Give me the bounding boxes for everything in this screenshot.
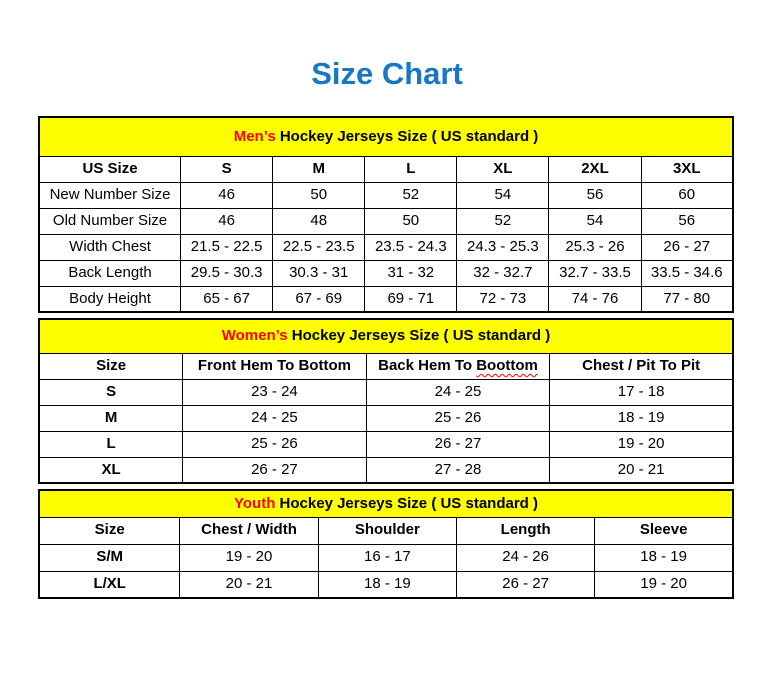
size-value: 67 - 69 — [273, 286, 365, 312]
size-value: 26 - 27 — [366, 431, 550, 457]
size-value: 21.5 - 22.5 — [181, 234, 273, 260]
row-label: L — [39, 431, 183, 457]
table-row — [39, 234, 733, 260]
size-value: 18 - 19 — [318, 571, 456, 598]
table-row — [39, 431, 733, 457]
size-value: 46 — [181, 182, 273, 208]
column-header-text: Back Hem To — [378, 356, 477, 374]
youth-band-rest: Hockey Jerseys Size ( US standard ) — [275, 494, 538, 512]
womens-band-row — [39, 319, 733, 353]
size-value: 20 - 21 — [180, 571, 318, 598]
size-value: 54 — [549, 208, 641, 234]
size-value: 60 — [641, 182, 733, 208]
column-header: Shoulder — [318, 517, 456, 544]
size-value: 32 - 32.7 — [457, 260, 549, 286]
table-row — [39, 379, 733, 405]
column-header: Chest / Pit To Pit — [550, 353, 733, 379]
table-row — [39, 571, 733, 598]
size-value: 30.3 - 31 — [273, 260, 365, 286]
size-value: 23 - 24 — [183, 379, 367, 405]
youth-band-highlight: Youth — [234, 494, 276, 512]
row-label: Old Number Size — [39, 208, 181, 234]
size-value: 50 — [365, 208, 457, 234]
mens-column-header-row — [39, 156, 733, 182]
size-value: 23.5 - 24.3 — [365, 234, 457, 260]
table-row — [39, 182, 733, 208]
size-value: 25 - 26 — [366, 405, 550, 431]
row-label: New Number Size — [39, 182, 181, 208]
size-value: 52 — [457, 208, 549, 234]
size-value: 56 — [641, 208, 733, 234]
row-label: S — [39, 379, 183, 405]
size-value: 31 - 32 — [365, 260, 457, 286]
size-value: 18 - 19 — [595, 544, 733, 571]
row-label: Body Height — [39, 286, 181, 312]
column-header: 3XL — [641, 156, 733, 182]
size-value: 54 — [457, 182, 549, 208]
womens-column-header-row — [39, 353, 733, 379]
size-value: 25 - 26 — [183, 431, 367, 457]
column-header: Chest / Width — [180, 517, 318, 544]
size-value: 69 - 71 — [365, 286, 457, 312]
column-header: S — [181, 156, 273, 182]
size-value: 56 — [549, 182, 641, 208]
size-value: 24 - 26 — [457, 544, 595, 571]
table-row — [39, 405, 733, 431]
table-row — [39, 260, 733, 286]
size-value: 72 - 73 — [457, 286, 549, 312]
size-value: 29.5 - 30.3 — [181, 260, 273, 286]
row-label: M — [39, 405, 183, 431]
column-header: M — [273, 156, 365, 182]
table-row — [39, 286, 733, 312]
size-value: 24 - 25 — [366, 379, 550, 405]
youth-size-table — [38, 489, 734, 599]
size-value: 22.5 - 23.5 — [273, 234, 365, 260]
size-value: 48 — [273, 208, 365, 234]
column-header — [366, 353, 550, 379]
size-value: 18 - 19 — [550, 405, 733, 431]
column-header: Front Hem To Bottom — [183, 353, 367, 379]
size-value: 16 - 17 — [318, 544, 456, 571]
size-value: 17 - 18 — [550, 379, 733, 405]
column-header: US Size — [39, 156, 181, 182]
size-value: 19 - 20 — [595, 571, 733, 598]
row-label: Back Length — [39, 260, 181, 286]
column-header: Length — [457, 517, 595, 544]
column-header: L — [365, 156, 457, 182]
size-value: 24 - 25 — [183, 405, 367, 431]
size-value: 46 — [181, 208, 273, 234]
table-row — [39, 544, 733, 571]
mens-band-row — [39, 117, 733, 156]
column-header: Size — [39, 353, 183, 379]
size-value: 52 — [365, 182, 457, 208]
womens-band-highlight: Women’s — [221, 327, 288, 344]
column-header: XL — [457, 156, 549, 182]
size-value: 25.3 - 26 — [549, 234, 641, 260]
size-value: 26 - 27 — [457, 571, 595, 598]
size-value: 32.7 - 33.5 — [549, 260, 641, 286]
table-row — [39, 457, 733, 483]
size-value: 26 - 27 — [183, 457, 367, 483]
table-row — [39, 208, 733, 234]
womens-size-table — [38, 318, 734, 484]
size-value: 50 — [273, 182, 365, 208]
youth-column-header-row — [39, 517, 733, 544]
womens-band-rest: Hockey Jerseys Size ( US standard ) — [287, 327, 551, 344]
size-value: 24.3 - 25.3 — [457, 234, 549, 260]
mens-section-band — [39, 117, 733, 156]
size-value: 74 - 76 — [549, 286, 641, 312]
row-label: S/M — [39, 544, 180, 571]
page-title: Size Chart — [311, 56, 463, 91]
mens-band-highlight: Men’s — [233, 127, 276, 145]
size-value: 19 - 20 — [180, 544, 318, 571]
column-header: 2XL — [549, 156, 641, 182]
size-value: 19 - 20 — [550, 431, 733, 457]
youth-section-band — [39, 490, 733, 517]
row-label: L/XL — [39, 571, 180, 598]
column-header: Size — [39, 517, 180, 544]
mens-size-table — [38, 116, 734, 313]
column-header: Sleeve — [595, 517, 733, 544]
misspelled-word: Boottom — [476, 356, 538, 374]
row-label: Width Chest — [39, 234, 181, 260]
mens-band-rest: Hockey Jerseys Size ( US standard ) — [275, 127, 539, 145]
row-label: XL — [39, 457, 183, 483]
size-value: 20 - 21 — [550, 457, 733, 483]
size-value: 26 - 27 — [641, 234, 733, 260]
size-value: 27 - 28 — [366, 457, 550, 483]
size-value: 33.5 - 34.6 — [641, 260, 733, 286]
youth-band-row — [39, 490, 733, 517]
size-value: 77 - 80 — [641, 286, 733, 312]
womens-section-band — [39, 319, 733, 353]
size-value: 65 - 67 — [181, 286, 273, 312]
